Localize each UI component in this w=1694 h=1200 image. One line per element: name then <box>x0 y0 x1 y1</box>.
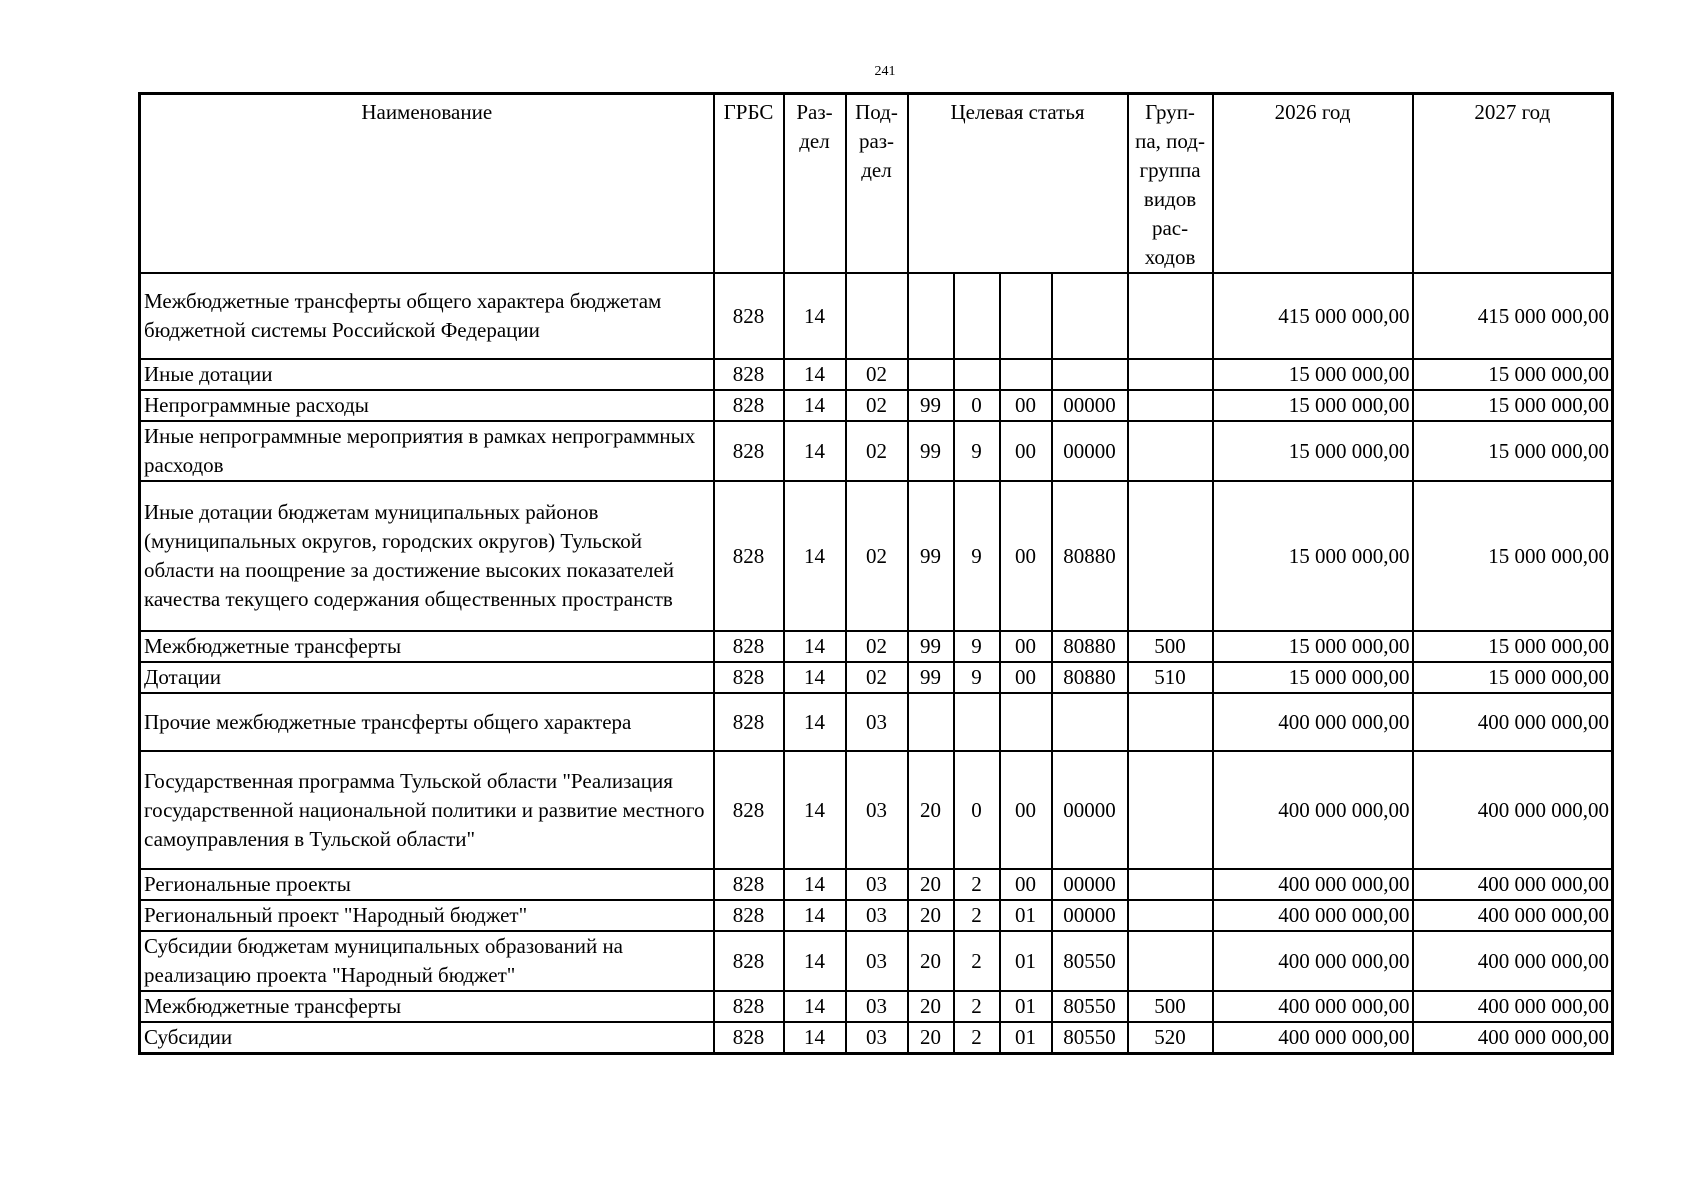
cell-amount-2026: 400 000 000,00 <box>1213 1022 1413 1054</box>
cell-grbs: 828 <box>714 1022 784 1054</box>
cell-expense-group: 500 <box>1128 991 1213 1022</box>
cell-amount-2026: 415 000 000,00 <box>1213 273 1413 359</box>
table-row <box>140 421 1613 481</box>
cell-expense-group <box>1128 421 1213 481</box>
table-row <box>140 1022 1613 1054</box>
cell-grbs: 828 <box>714 273 784 359</box>
cell-target-direction <box>1052 693 1128 751</box>
cell-subsection: 03 <box>846 869 908 900</box>
cell-subsection: 03 <box>846 751 908 869</box>
cell-section: 14 <box>784 390 846 421</box>
cell-grbs: 828 <box>714 390 784 421</box>
cell-section: 14 <box>784 900 846 931</box>
header-section: Раз- дел <box>784 94 846 274</box>
cell-grbs: 828 <box>714 359 784 390</box>
cell-expense-group <box>1128 931 1213 991</box>
cell-amount-2027: 400 000 000,00 <box>1413 751 1613 869</box>
cell-amount-2026: 15 000 000,00 <box>1213 631 1413 662</box>
cell-grbs: 828 <box>714 900 784 931</box>
cell-expense-group <box>1128 390 1213 421</box>
cell-amount-2026: 15 000 000,00 <box>1213 359 1413 390</box>
cell-target-subprogram: 9 <box>954 631 1000 662</box>
cell-grbs: 828 <box>714 693 784 751</box>
cell-amount-2027: 15 000 000,00 <box>1413 631 1613 662</box>
cell-target-subprogram <box>954 693 1000 751</box>
cell-target-subprogram: 2 <box>954 1022 1000 1054</box>
cell-expense-group <box>1128 693 1213 751</box>
cell-target-direction: 00000 <box>1052 421 1128 481</box>
cell-target-event: 00 <box>1000 421 1052 481</box>
header-subsection: Под- раз- дел <box>846 94 908 274</box>
cell-target-event: 00 <box>1000 481 1052 631</box>
cell-amount-2027: 400 000 000,00 <box>1413 1022 1613 1054</box>
cell-name: Иные дотации <box>140 359 714 390</box>
cell-amount-2026: 15 000 000,00 <box>1213 390 1413 421</box>
cell-name: Дотации <box>140 662 714 693</box>
header-target-article: Целевая статья <box>908 94 1128 274</box>
table-row <box>140 991 1613 1022</box>
cell-grbs: 828 <box>714 751 784 869</box>
cell-name: Субсидии <box>140 1022 714 1054</box>
cell-target-program: 20 <box>908 931 954 991</box>
cell-target-direction <box>1052 359 1128 390</box>
header-year-2026: 2026 год <box>1213 94 1413 274</box>
header-year-2027: 2027 год <box>1413 94 1613 274</box>
cell-target-program <box>908 693 954 751</box>
cell-subsection: 02 <box>846 359 908 390</box>
cell-subsection: 02 <box>846 631 908 662</box>
cell-subsection: 03 <box>846 900 908 931</box>
cell-target-event <box>1000 273 1052 359</box>
cell-name: Непрограммные расходы <box>140 390 714 421</box>
cell-subsection: 02 <box>846 481 908 631</box>
table-row <box>140 359 1613 390</box>
cell-amount-2027: 415 000 000,00 <box>1413 273 1613 359</box>
cell-target-subprogram: 9 <box>954 481 1000 631</box>
table-row <box>140 273 1613 359</box>
cell-expense-group <box>1128 751 1213 869</box>
cell-grbs: 828 <box>714 631 784 662</box>
page-number: 241 <box>874 64 896 79</box>
cell-amount-2027: 400 000 000,00 <box>1413 991 1613 1022</box>
cell-amount-2026: 400 000 000,00 <box>1213 693 1413 751</box>
cell-amount-2026: 400 000 000,00 <box>1213 900 1413 931</box>
cell-target-program <box>908 359 954 390</box>
cell-section: 14 <box>784 273 846 359</box>
cell-grbs: 828 <box>714 931 784 991</box>
cell-name: Региональный проект "Народный бюджет" <box>140 900 714 931</box>
cell-section: 14 <box>784 481 846 631</box>
cell-target-event: 00 <box>1000 390 1052 421</box>
cell-subsection: 03 <box>846 1022 908 1054</box>
cell-target-subprogram: 9 <box>954 662 1000 693</box>
table-row <box>140 869 1613 900</box>
cell-target-event <box>1000 693 1052 751</box>
cell-section: 14 <box>784 421 846 481</box>
header-grbs: ГРБС <box>714 94 784 274</box>
cell-section: 14 <box>784 631 846 662</box>
cell-section: 14 <box>784 693 846 751</box>
cell-expense-group <box>1128 273 1213 359</box>
cell-target-event: 00 <box>1000 662 1052 693</box>
cell-subsection <box>846 273 908 359</box>
cell-section: 14 <box>784 1022 846 1054</box>
cell-expense-group: 500 <box>1128 631 1213 662</box>
cell-name: Прочие межбюджетные трансферты общего характера <box>140 693 714 751</box>
cell-amount-2026: 15 000 000,00 <box>1213 481 1413 631</box>
cell-target-direction: 80550 <box>1052 991 1128 1022</box>
table-row <box>140 662 1613 693</box>
table-row <box>140 631 1613 662</box>
cell-target-program: 20 <box>908 900 954 931</box>
cell-target-direction: 80880 <box>1052 631 1128 662</box>
cell-amount-2027: 15 000 000,00 <box>1413 359 1613 390</box>
cell-section: 14 <box>784 991 846 1022</box>
cell-amount-2027: 400 000 000,00 <box>1413 693 1613 751</box>
cell-amount-2027: 15 000 000,00 <box>1413 662 1613 693</box>
cell-name: Межбюджетные трансферты общего характера бюджетам бюджетной системы Российской Федерации <box>140 273 714 359</box>
cell-expense-group: 510 <box>1128 662 1213 693</box>
cell-name: Иные дотации бюджетам муниципальных районов (муниципальных округов, городских округов) Тульской области на поощрение за достижение высоких показателей качества текущего содержания общественных пространств <box>140 481 714 631</box>
cell-amount-2026: 400 000 000,00 <box>1213 931 1413 991</box>
cell-target-program: 99 <box>908 662 954 693</box>
cell-amount-2027: 400 000 000,00 <box>1413 869 1613 900</box>
cell-name: Межбюджетные трансферты <box>140 631 714 662</box>
cell-target-program: 20 <box>908 991 954 1022</box>
cell-target-direction: 80880 <box>1052 662 1128 693</box>
cell-subsection: 02 <box>846 662 908 693</box>
cell-name: Иные непрограммные мероприятия в рамках непрограммных расходов <box>140 421 714 481</box>
cell-section: 14 <box>784 869 846 900</box>
cell-expense-group <box>1128 481 1213 631</box>
cell-target-subprogram: 2 <box>954 991 1000 1022</box>
cell-subsection: 02 <box>846 390 908 421</box>
cell-name: Субсидии бюджетам муниципальных образований на реализацию проекта "Народный бюджет" <box>140 931 714 991</box>
cell-amount-2026: 400 000 000,00 <box>1213 991 1413 1022</box>
cell-target-direction: 00000 <box>1052 390 1128 421</box>
cell-grbs: 828 <box>714 421 784 481</box>
cell-grbs: 828 <box>714 481 784 631</box>
cell-subsection: 02 <box>846 421 908 481</box>
budget-table <box>138 92 1614 1055</box>
cell-subsection: 03 <box>846 991 908 1022</box>
cell-name: Государственная программа Тульской области "Реализация государственной национальной политики и развитие местного самоуправления в Тульской области" <box>140 751 714 869</box>
cell-target-subprogram: 0 <box>954 390 1000 421</box>
cell-grbs: 828 <box>714 662 784 693</box>
cell-amount-2027: 15 000 000,00 <box>1413 481 1613 631</box>
cell-target-direction <box>1052 273 1128 359</box>
cell-target-subprogram: 0 <box>954 751 1000 869</box>
cell-section: 14 <box>784 662 846 693</box>
cell-target-event: 00 <box>1000 631 1052 662</box>
cell-target-program: 20 <box>908 1022 954 1054</box>
cell-target-event: 01 <box>1000 931 1052 991</box>
cell-section: 14 <box>784 751 846 869</box>
cell-amount-2027: 15 000 000,00 <box>1413 390 1613 421</box>
cell-target-direction: 00000 <box>1052 751 1128 869</box>
cell-target-subprogram: 2 <box>954 931 1000 991</box>
table-row <box>140 931 1613 991</box>
cell-subsection: 03 <box>846 931 908 991</box>
cell-amount-2026: 15 000 000,00 <box>1213 662 1413 693</box>
cell-target-event: 01 <box>1000 1022 1052 1054</box>
cell-expense-group <box>1128 359 1213 390</box>
header-name: Наименование <box>140 94 714 274</box>
cell-subsection: 03 <box>846 693 908 751</box>
cell-target-event: 01 <box>1000 991 1052 1022</box>
cell-amount-2027: 400 000 000,00 <box>1413 900 1613 931</box>
cell-target-program: 20 <box>908 869 954 900</box>
cell-target-program: 99 <box>908 481 954 631</box>
header-expense-group: Груп- па, под- группа видов рас- ходов <box>1128 94 1213 274</box>
table-row <box>140 693 1613 751</box>
cell-target-program <box>908 273 954 359</box>
cell-target-subprogram: 2 <box>954 900 1000 931</box>
cell-amount-2027: 400 000 000,00 <box>1413 931 1613 991</box>
cell-target-direction: 00000 <box>1052 869 1128 900</box>
cell-target-event: 00 <box>1000 869 1052 900</box>
cell-target-subprogram <box>954 273 1000 359</box>
cell-section: 14 <box>784 931 846 991</box>
cell-target-program: 99 <box>908 631 954 662</box>
cell-target-event: 00 <box>1000 751 1052 869</box>
cell-expense-group: 520 <box>1128 1022 1213 1054</box>
cell-target-subprogram: 9 <box>954 421 1000 481</box>
cell-target-event <box>1000 359 1052 390</box>
cell-expense-group <box>1128 869 1213 900</box>
table-row <box>140 751 1613 869</box>
cell-grbs: 828 <box>714 869 784 900</box>
cell-amount-2026: 15 000 000,00 <box>1213 421 1413 481</box>
cell-target-direction: 80550 <box>1052 931 1128 991</box>
cell-section: 14 <box>784 359 846 390</box>
cell-amount-2026: 400 000 000,00 <box>1213 751 1413 869</box>
cell-amount-2027: 15 000 000,00 <box>1413 421 1613 481</box>
cell-target-direction: 80880 <box>1052 481 1128 631</box>
cell-expense-group <box>1128 900 1213 931</box>
cell-name: Межбюджетные трансферты <box>140 991 714 1022</box>
table-row <box>140 481 1613 631</box>
cell-name: Региональные проекты <box>140 869 714 900</box>
cell-target-event: 01 <box>1000 900 1052 931</box>
cell-target-direction: 80550 <box>1052 1022 1128 1054</box>
table-row <box>140 390 1613 421</box>
cell-target-program: 20 <box>908 751 954 869</box>
cell-target-direction: 00000 <box>1052 900 1128 931</box>
cell-target-subprogram: 2 <box>954 869 1000 900</box>
cell-target-program: 99 <box>908 390 954 421</box>
cell-grbs: 828 <box>714 991 784 1022</box>
header-row <box>140 94 1613 274</box>
cell-target-program: 99 <box>908 421 954 481</box>
cell-target-subprogram <box>954 359 1000 390</box>
table-row <box>140 900 1613 931</box>
cell-amount-2026: 400 000 000,00 <box>1213 869 1413 900</box>
